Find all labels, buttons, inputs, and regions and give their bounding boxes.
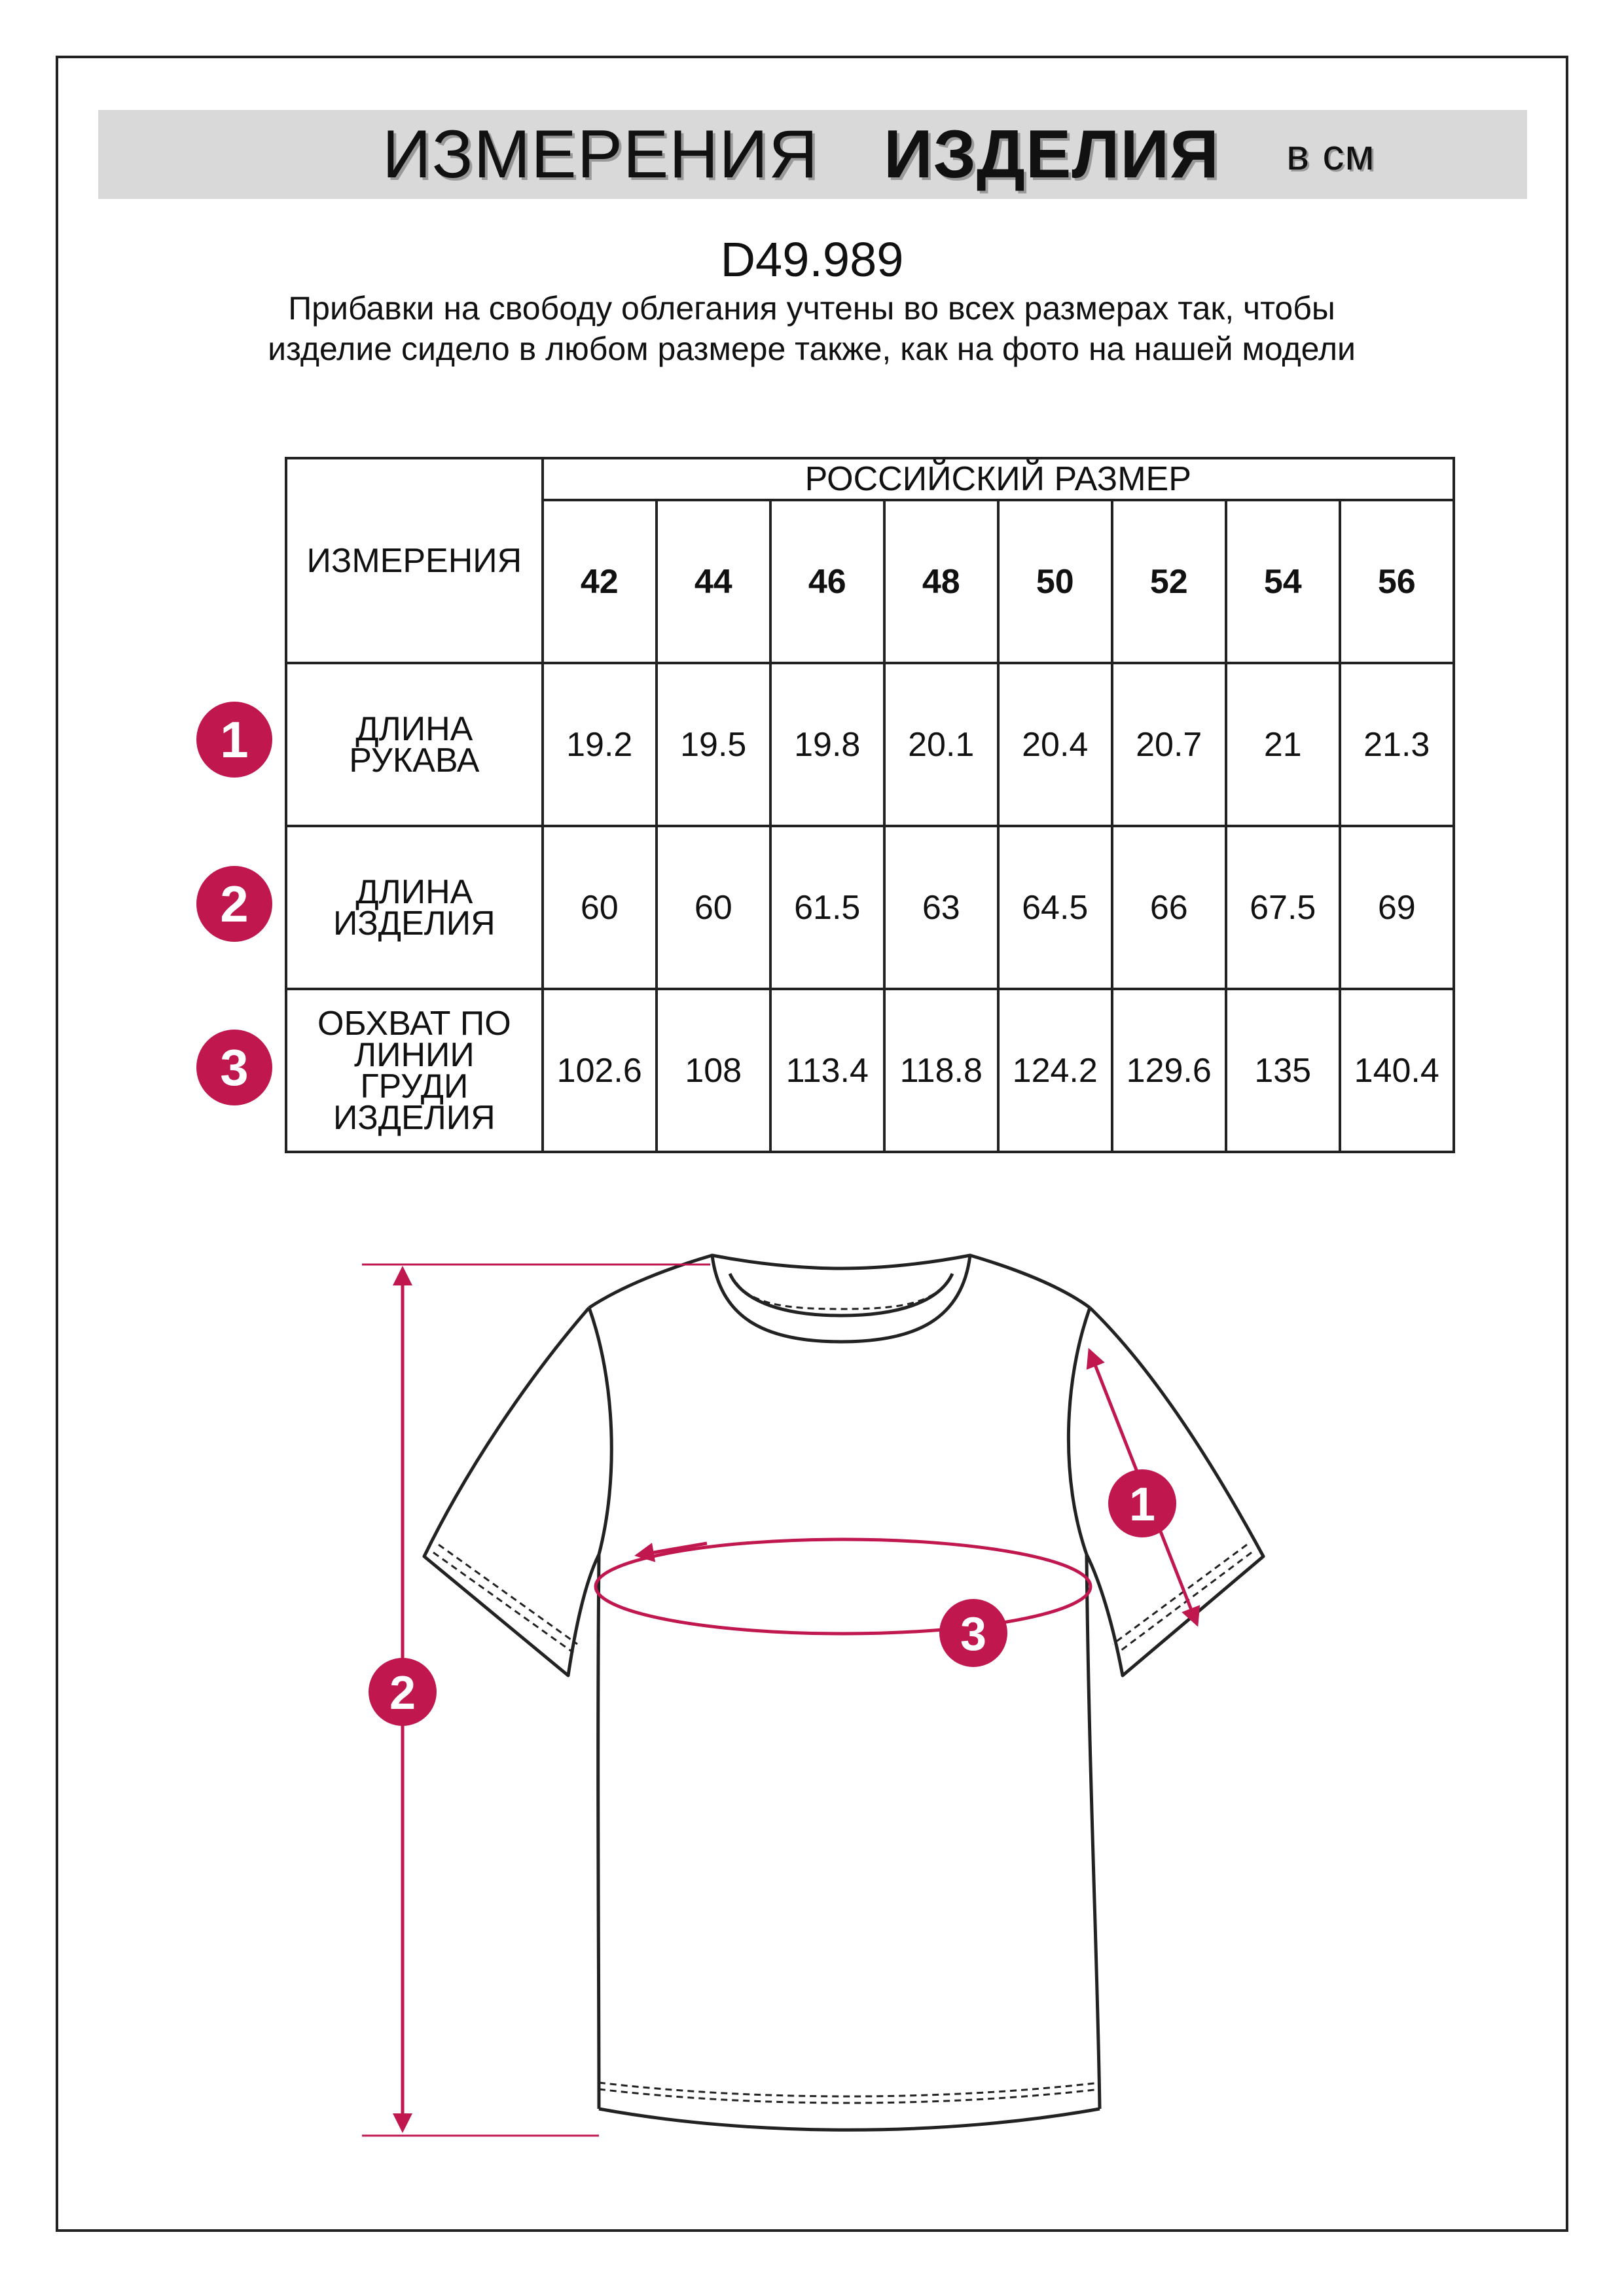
table-cell: 108 <box>657 989 770 1152</box>
chest-ellipse <box>596 1539 1091 1634</box>
size-cell: 48 <box>884 500 998 663</box>
table-cell: 64.5 <box>998 826 1112 989</box>
size-cell: 52 <box>1112 500 1226 663</box>
size-cell: 56 <box>1340 500 1454 663</box>
fit-note: Прибавки на свободу облегания учтены во всех размерах так, чтобы изделие сидело в любом размере также, как на фото на нашей модели <box>268 290 1356 367</box>
table-cell: 66 <box>1112 826 1226 989</box>
table-cell: 61.5 <box>770 826 884 989</box>
tshirt-left-armhole <box>589 1308 611 1554</box>
tshirt-left-sleeve <box>424 1308 599 1676</box>
row-marker-3: 3 <box>196 1030 272 1105</box>
header-title-part1: ИЗМЕРЕНИЯ <box>382 117 819 192</box>
tshirt-stitching <box>433 1283 1252 2103</box>
header-title-part2: ИЗДЕЛИЯ <box>884 117 1219 192</box>
table-cell: 113.4 <box>770 989 884 1152</box>
table-cell: 19.5 <box>657 663 770 826</box>
table-cell: 21.3 <box>1340 663 1454 826</box>
table-cell: 124.2 <box>998 989 1112 1152</box>
tshirt-left-shoulder <box>589 1255 712 1308</box>
table-cell: 20.7 <box>1112 663 1226 826</box>
tshirt-right-side <box>1087 1554 1100 2109</box>
row-label: ДЛИНА РУКАВА <box>286 663 543 826</box>
header-unit: в см <box>1286 130 1375 179</box>
table-cell: 140.4 <box>1340 989 1454 1152</box>
measure-header: ИЗМЕРЕНИЯ <box>286 458 543 663</box>
marker-1-text: 1 <box>1128 1479 1156 1531</box>
row-marker-2: 2 <box>196 866 272 942</box>
size-group-header: РОССИЙСКИЙ РАЗМЕР <box>543 458 1454 500</box>
size-cell: 50 <box>998 500 1112 663</box>
diagram-markers <box>369 1469 1176 1726</box>
row-label: ДЛИНА ИЗДЕЛИЯ <box>286 826 543 989</box>
tshirt-collar-outer <box>712 1255 970 1342</box>
marker-3-text: 3 <box>960 1608 987 1660</box>
table-cell: 63 <box>884 826 998 989</box>
tshirt-outline <box>424 1255 1263 2130</box>
table-cell: 20.1 <box>884 663 998 826</box>
table-cell: 20.4 <box>998 663 1112 826</box>
table-cell: 129.6 <box>1112 989 1226 1152</box>
tshirt-right-armhole <box>1068 1308 1090 1554</box>
table-cell: 60 <box>543 826 657 989</box>
table-cell: 135 <box>1226 989 1340 1152</box>
table-cell: 67.5 <box>1226 826 1340 989</box>
tshirt-right-shoulder <box>970 1255 1090 1308</box>
marker-2-text: 2 <box>389 1667 416 1719</box>
size-cell: 54 <box>1226 500 1340 663</box>
table-cell: 21 <box>1226 663 1340 826</box>
size-cell: 46 <box>770 500 884 663</box>
table-cell: 19.2 <box>543 663 657 826</box>
size-cell: 44 <box>657 500 770 663</box>
table-cell: 19.8 <box>770 663 884 826</box>
table-cell: 69 <box>1340 826 1454 989</box>
size-cell: 42 <box>543 500 657 663</box>
tshirt-hem <box>599 2109 1100 2130</box>
table-cell: 60 <box>657 826 770 989</box>
row-label: ОБХВАТ ПО ЛИНИИ ГРУДИ ИЗДЕЛИЯ <box>286 989 543 1152</box>
tshirt-left-side <box>598 1554 599 2109</box>
table-cell: 102.6 <box>543 989 657 1152</box>
model-code: D49.989 <box>720 232 904 287</box>
row-marker-1: 1 <box>196 702 272 778</box>
table-cell: 118.8 <box>884 989 998 1152</box>
